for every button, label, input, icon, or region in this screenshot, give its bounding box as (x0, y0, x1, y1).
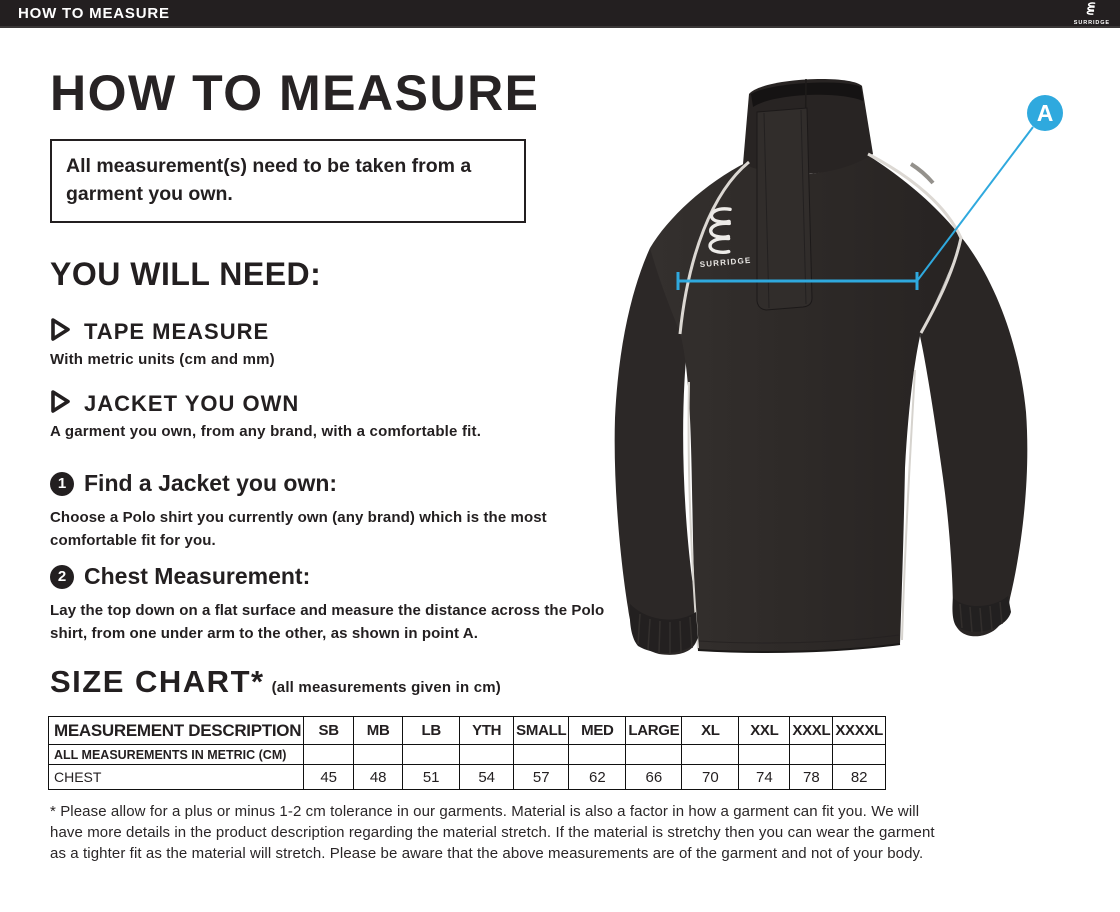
product-image-jacket (600, 52, 1110, 682)
size-value-cell: 45 (304, 765, 354, 790)
size-chart-column-small: SMALL (514, 717, 569, 745)
size-chart-column-mb: MB (354, 717, 403, 745)
size-value-cell: 78 (790, 765, 833, 790)
size-chart-column-xxxl: XXXL (790, 717, 833, 745)
step-1 (50, 470, 618, 552)
play-triangle-icon (50, 389, 71, 419)
size-value-cell (833, 745, 886, 765)
step-2-title: Chest Measurement: (84, 563, 311, 589)
size-chart-column-xxl: XXL (739, 717, 790, 745)
size-value-cell: 62 (569, 765, 626, 790)
need-item-tape-measure (50, 317, 275, 368)
step-2 (50, 563, 618, 645)
svg-text:SURRIDGE: SURRIDGE (699, 255, 752, 270)
size-value-cell: 54 (460, 765, 514, 790)
need-item-title: TAPE MEASURE (84, 319, 270, 344)
size-chart-column-sb: SB (304, 717, 354, 745)
top-bar (0, 0, 1120, 28)
tolerance-footnote: * Please allow for a plus or minus 1-2 cm tolerance in our garments. Material is also a factor in how a garment can fit you. We will have more details in the product description regarding the material stretch. If the material is stretchy then you can wear the garment as a tighter fit as the material will stretch. Please be aware that the above measurements are of the garment and not of your body. (50, 803, 935, 862)
size-value-cell (682, 745, 739, 765)
size-chart-column-large: LARGE (626, 717, 682, 745)
play-triangle-icon (50, 317, 71, 347)
marker-a-label: A (1036, 100, 1054, 126)
size-chart-column-med: MED (569, 717, 626, 745)
size-value-cell: 48 (354, 765, 403, 790)
surridge-s-icon (1084, 1, 1099, 21)
step-2-description: Lay the top down on a flat surface and measure the distance across the Polo shirt, from one under arm to the other, as shown in point A. (50, 602, 605, 642)
need-item-title: JACKET YOU OWN (84, 391, 300, 416)
step-1-badge: 1 (50, 472, 74, 496)
surridge-logo (1074, 1, 1110, 26)
size-chart-header-row (49, 717, 886, 745)
size-value-cell: 74 (739, 765, 790, 790)
size-value-cell (354, 745, 403, 765)
need-item-jacket (50, 389, 481, 440)
size-value-cell (739, 745, 790, 765)
need-item-description: With metric units (cm and mm) (50, 351, 275, 368)
size-value-cell: 70 (682, 765, 739, 790)
row-label: ALL MEASUREMENTS IN METRIC (CM) (49, 745, 304, 765)
surridge-wordmark: SURRIDGE (1073, 20, 1110, 26)
size-value-cell (569, 745, 626, 765)
size-chart-column-description: MEASUREMENT DESCRIPTION (49, 717, 304, 745)
top-bar-title: HOW TO MEASURE (18, 5, 170, 22)
need-item-description: A garment you own, from any brand, with a comfortable fit. (50, 423, 482, 440)
you-will-need-heading: YOU WILL NEED: (50, 256, 322, 292)
size-chart-column-xxxxl: XXXXL (833, 717, 886, 745)
measurement-note-box (50, 139, 526, 223)
size-chart-column-xl: XL (682, 717, 739, 745)
size-value-cell (403, 745, 460, 765)
size-value-cell: 66 (626, 765, 682, 790)
size-chart-heading: SIZE CHART* (all measurements given in cm) (50, 664, 501, 699)
measurement-note-text: All measurement(s) need to be taken from a garment you own. (66, 155, 472, 205)
size-value-cell (514, 745, 569, 765)
size-value-cell: 82 (833, 765, 886, 790)
size-chart-row-chest (49, 765, 886, 790)
size-value-cell: 57 (514, 765, 569, 790)
row-label: CHEST (49, 765, 304, 790)
page-title: HOW TO MEASURE (50, 65, 540, 121)
size-chart-column-yth: YTH (460, 717, 514, 745)
size-chart-subheading: (all measurements given in cm) (271, 679, 501, 696)
size-value-cell: 51 (403, 765, 460, 790)
step-1-description: Choose a Polo shirt you currently own (any brand) which is the most comfortable fit for you. (50, 509, 547, 549)
size-value-cell (790, 745, 833, 765)
size-value-cell (304, 745, 354, 765)
size-value-cell (460, 745, 514, 765)
step-2-badge: 2 (50, 565, 74, 589)
step-1-title: Find a Jacket you own: (84, 470, 338, 496)
size-value-cell (626, 745, 682, 765)
jacket-illustration (615, 79, 1028, 655)
size-chart-table (48, 716, 886, 790)
size-chart-row-metric-note (49, 745, 886, 765)
size-chart-column-lb: LB (403, 717, 460, 745)
